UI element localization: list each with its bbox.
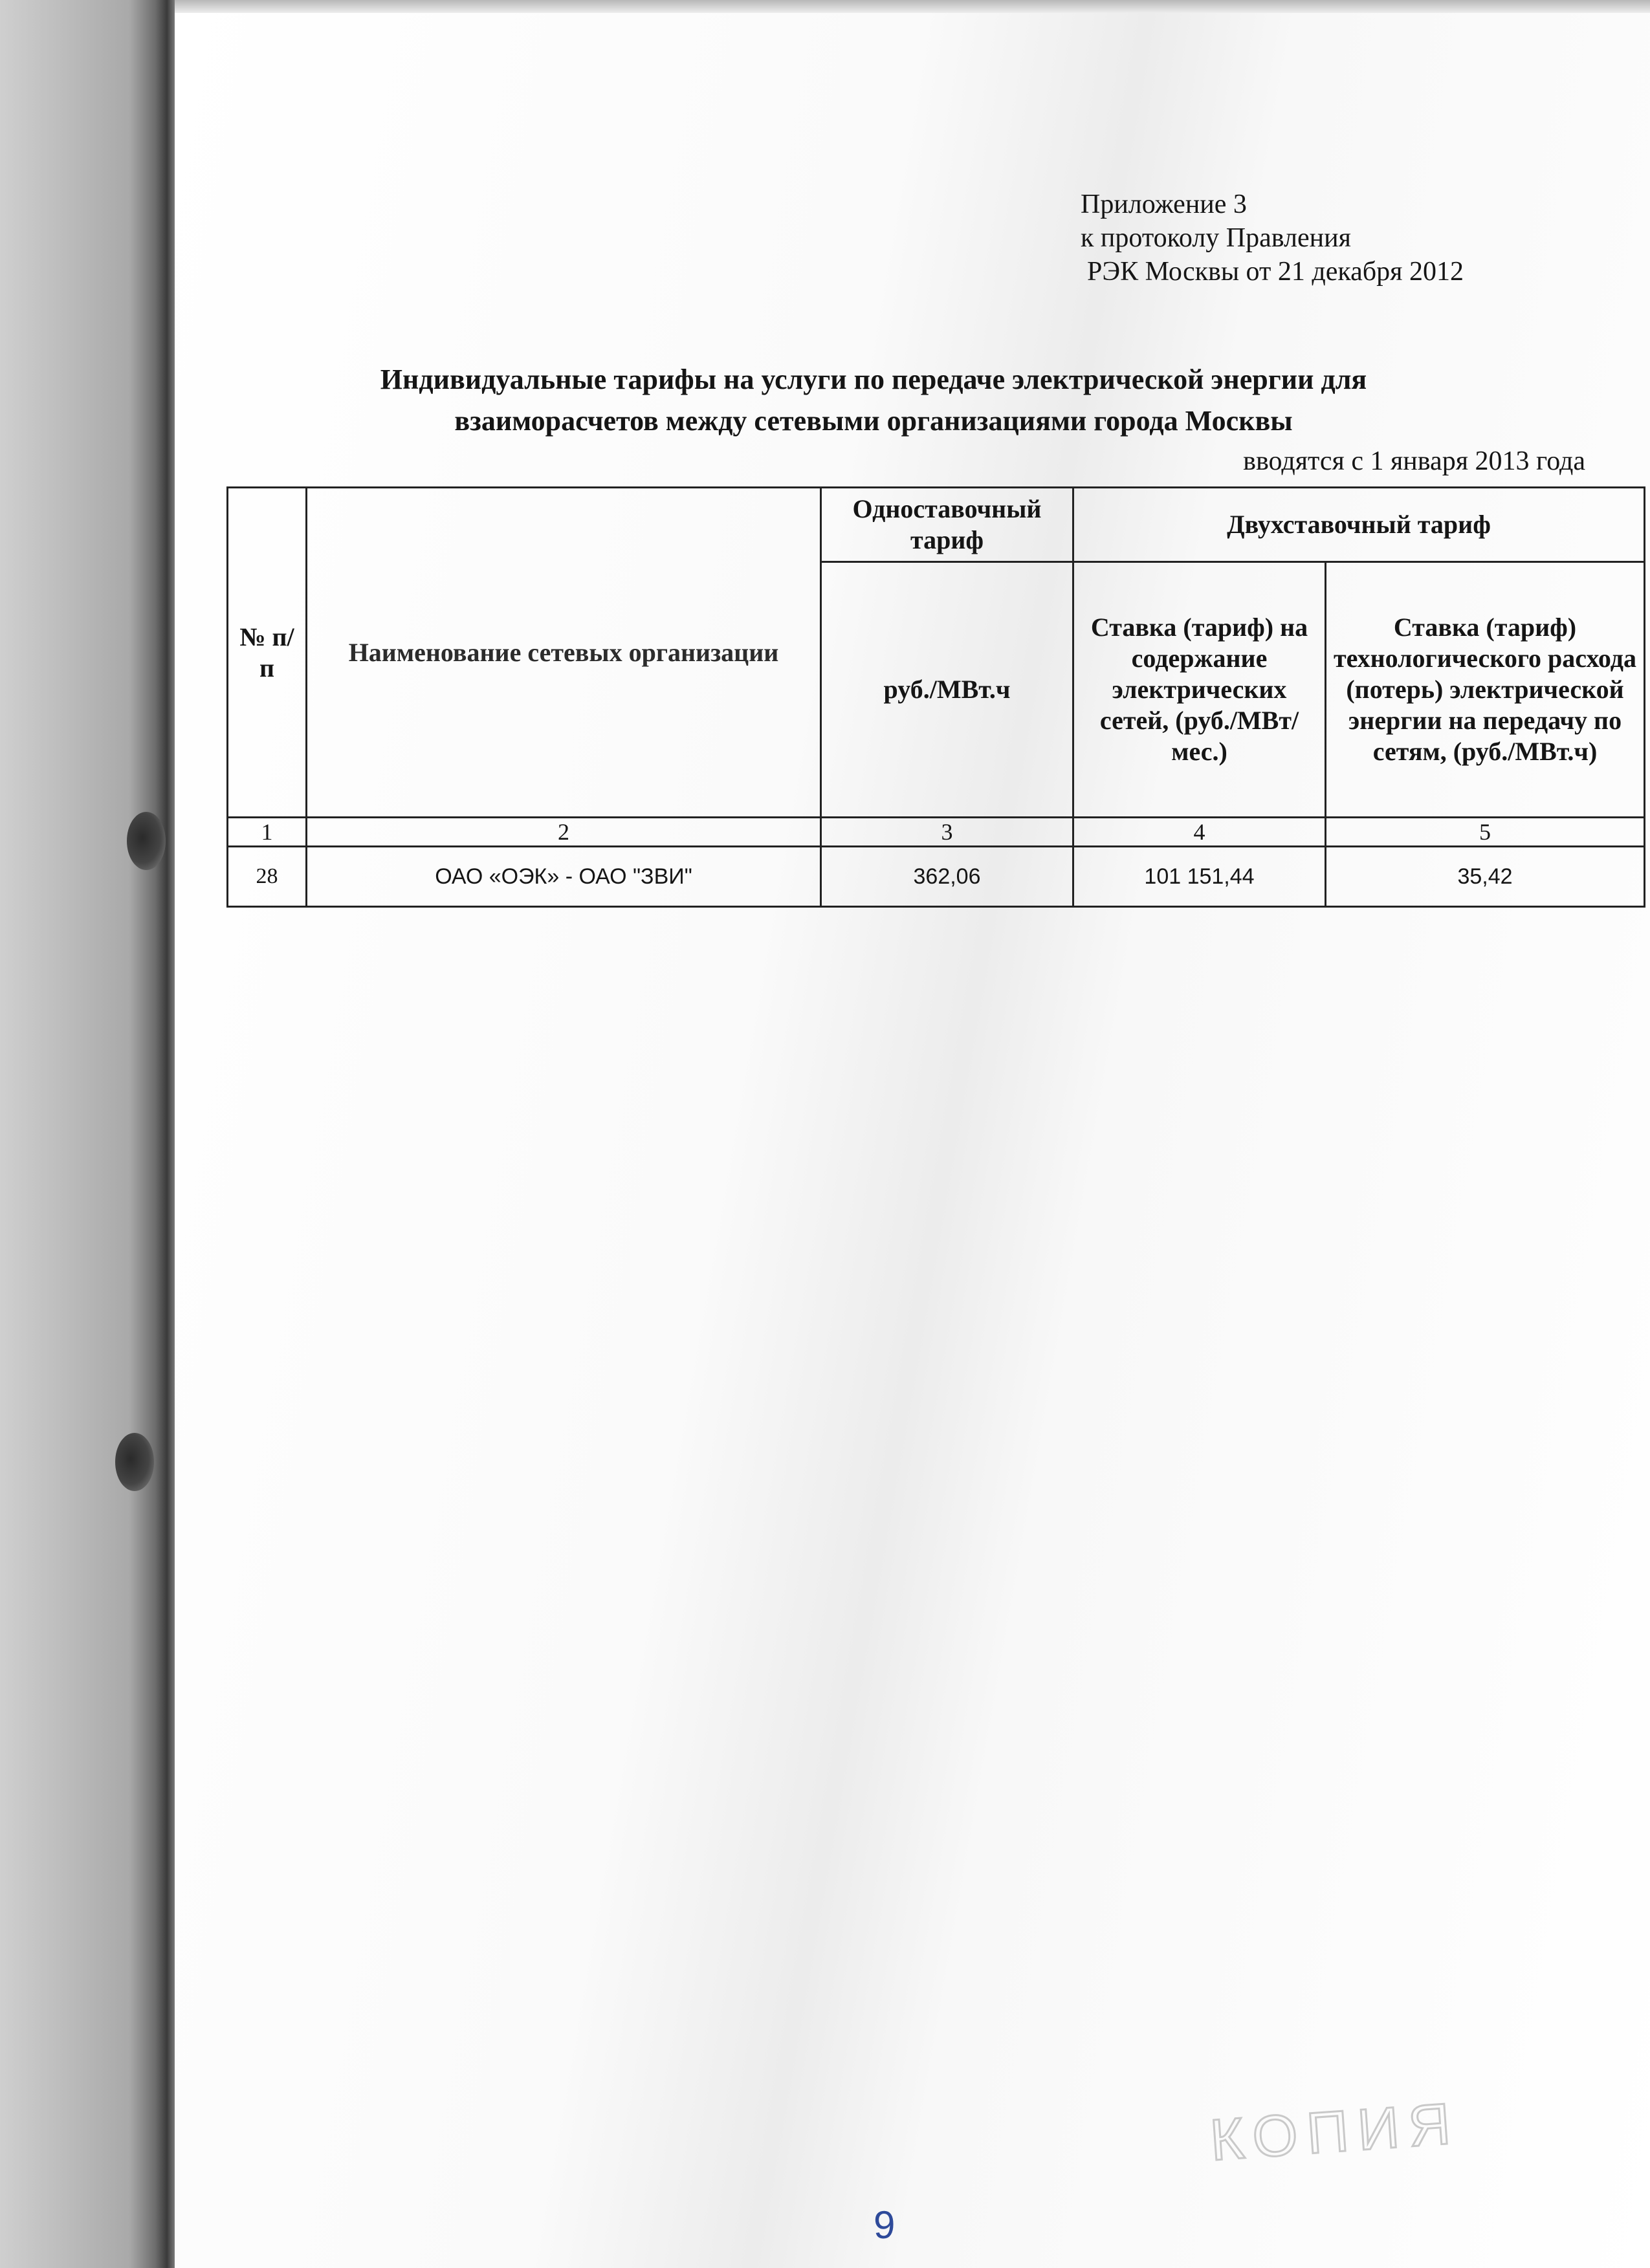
title-line-1: Индивидуальные тарифы на услуги по передаче электрической энергии для [380,364,1367,395]
appendix-line-2: к протоколу Правления [1081,223,1351,253]
header-loss-rate: Ставка (тариф) технологического расхода (потерь) электрической энергии на передачу по сетям, (руб./МВт.ч) [1326,562,1645,818]
tariff-table [226,486,1645,908]
appendix-line-1: Приложение 3 [1081,190,1247,219]
cell-loss-rate: 35,42 [1326,847,1645,907]
document-page [175,13,1650,2268]
appendix-reference [1081,188,1464,289]
scan-top-edge [175,0,1650,13]
page-number: 9 [874,2203,896,2247]
binder-edge [0,0,175,2268]
column-number: 3 [821,818,1073,847]
copy-stamp: КОПИЯ [1207,2091,1462,2174]
cell-single-rate: 362,06 [821,847,1073,907]
column-number: 5 [1326,818,1645,847]
column-number: 2 [307,818,821,847]
column-number-row [228,818,1645,847]
title-line-2: взаиморасчетов между сетевыми организациями города Москвы [454,405,1293,437]
column-number: 4 [1073,818,1326,847]
table-row [228,847,1645,907]
header-number: № п/п [228,488,307,818]
document-title [226,359,1521,442]
header-single-rate: Одноставочный тариф [821,488,1073,562]
header-row-top [228,488,1645,562]
punch-hole-top [127,812,166,870]
cell-maintenance-rate: 101 151,44 [1073,847,1326,907]
header-maintenance-rate: Ставка (тариф) на содержание электрических сетей, (руб./МВт/мес.) [1073,562,1326,818]
cell-number: 28 [228,847,307,907]
punch-hole-bottom [115,1433,154,1491]
cell-organization-name: ОАО «ОЭК» - ОАО "ЗВИ" [307,847,821,907]
header-two-rate: Двухставочный тариф [1073,488,1645,562]
column-number: 1 [228,818,307,847]
header-single-rate-unit: руб./МВт.ч [821,562,1073,818]
appendix-line-3: РЭК Москвы от 21 декабря 2012 [1087,257,1464,287]
effective-date: вводятся с 1 января 2013 года [1243,446,1585,476]
header-organization-name: Наименование сетевых организации [307,488,821,818]
